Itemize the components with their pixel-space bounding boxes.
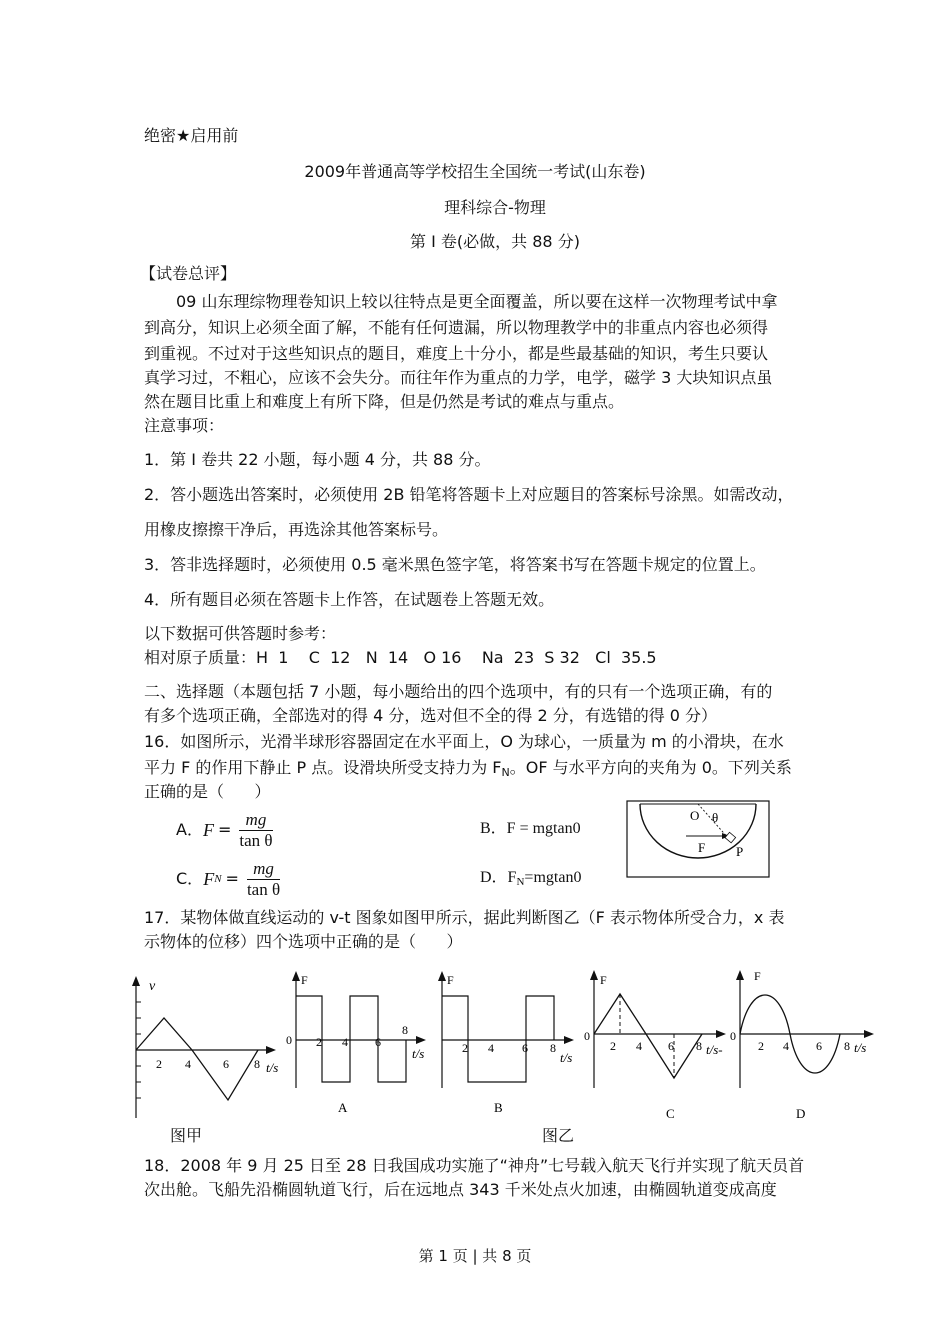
tick-8: 8 xyxy=(844,1039,850,1053)
graph-option-d xyxy=(726,964,884,1120)
tick-6: 6 xyxy=(668,1039,674,1053)
force-triangle-wave xyxy=(594,994,702,1078)
slider-block xyxy=(725,832,736,843)
f-axis-arrow xyxy=(292,971,300,981)
q16-line-2-text: 平力 F 的作用下静止 P 点。设滑块所受支持力为 F xyxy=(144,758,502,777)
label-option-a: A xyxy=(338,1100,348,1115)
dashed-guides xyxy=(468,996,554,1082)
tick-2: 2 xyxy=(316,1035,322,1049)
option-c-numerator: mg xyxy=(247,859,280,880)
q17-line-1: 17．某物体做直线运动的 v-t 图象如图甲所示，据此判断图乙（F 表示物体所受合力，x 表 xyxy=(144,908,785,927)
option-a-numerator: mg xyxy=(239,810,272,831)
label-f: F xyxy=(301,973,308,987)
figure-yi-caption: 图乙 xyxy=(542,1126,575,1145)
label-zero: 0 xyxy=(584,1029,590,1043)
review-line-2: 到高分，知识上必须全面了解，不能有任何遗漏，所以物理教学中的非重点内容也必须得 xyxy=(144,318,769,337)
label-ts: t/s xyxy=(854,1040,867,1055)
option-d-pre: D．F xyxy=(480,869,517,886)
atomic-masses: 相对原子质量：H 1 C 12 N 14 O 16 Na 23 S 32 Cl 35.5 xyxy=(144,648,657,667)
tick-8: 8 xyxy=(402,1023,408,1037)
tick-8: 8 xyxy=(696,1039,702,1053)
t-axis-arrow xyxy=(416,1036,426,1044)
hemisphere-figure xyxy=(626,800,770,878)
option-a-lhs: F xyxy=(202,820,214,840)
note-item-1: 1．第 I 卷共 22 小题，每小题 4 分，共 88 分。 xyxy=(144,450,491,469)
option-d-sub: N xyxy=(516,876,525,888)
review-line-3: 到重视。不过对于这些知识点的题目，难度上十分小，都是些最基础的知识，考生只要认 xyxy=(144,344,769,363)
note-item-2-cont: 用橡皮擦擦干净后，再选涂其他答案标号。 xyxy=(144,520,449,539)
tick-4: 4 xyxy=(636,1039,642,1053)
tick-4: 4 xyxy=(185,1057,191,1071)
q17-line-2: 示物体的位移）四个选项中正确的是（ ） xyxy=(144,932,463,951)
force-square-wave xyxy=(296,996,406,1082)
review-line-5: 然在题目比重上和难度上有所下降，但是仍然是考试的难点与重点。 xyxy=(144,392,625,411)
t-axis-arrow xyxy=(864,1030,874,1038)
section2-line-2: 有多个选项正确，全部选对的得 4 分，选对但不全的得 2 分，有选错的得 0 分） xyxy=(144,706,718,725)
label-v: v xyxy=(149,979,156,994)
label-zero: 0 xyxy=(286,1033,292,1047)
q18-line-2: 次出舱。飞船先沿椭圆轨道飞行，后在远地点 343 千米处点火加速，由椭圆轨道变成高度 xyxy=(144,1180,777,1199)
review-line-1: 09 山东理综物理卷知识上较以往特点是更全面覆盖，所以要在这样一次物理考试中拿 xyxy=(176,292,778,311)
tick-4: 4 xyxy=(342,1035,348,1049)
exam-title: 2009年普通高等学校招生全国统一考试(山东卷) xyxy=(304,162,646,181)
label-option-c: C xyxy=(666,1106,675,1120)
review-heading: 【试卷总评】 xyxy=(140,264,237,283)
option-c-denominator: tan θ xyxy=(246,879,281,899)
label-p: P xyxy=(736,844,744,859)
q16-option-d xyxy=(480,866,581,894)
q16-line-1: 16．如图所示，光滑半球形容器固定在水平面上，O 为球心，一质量为 m 的小滑块，在水 xyxy=(144,732,784,751)
tick-2: 2 xyxy=(758,1039,764,1053)
q16-line-2-tail: 。OF 与水平方向的夹角为 0。下列关系 xyxy=(509,758,792,777)
exam-subtitle: 理科综合-物理 xyxy=(444,198,546,217)
v-t-line xyxy=(136,1018,258,1100)
graph-option-b xyxy=(430,968,580,1120)
tick-6: 6 xyxy=(375,1035,381,1049)
tick-8: 8 xyxy=(550,1041,556,1055)
f-axis-arrow xyxy=(736,970,744,980)
notes-heading: 注意事项： xyxy=(144,416,225,435)
t-axis-arrow xyxy=(564,1036,574,1044)
f-axis-arrow xyxy=(590,970,598,980)
tick-6: 6 xyxy=(816,1039,822,1053)
label-zero: 0 xyxy=(730,1029,736,1043)
label-option-b: B xyxy=(494,1100,503,1115)
force-wave xyxy=(442,996,554,1082)
option-d-post: =mgtan0 xyxy=(524,869,582,886)
label-ts: t/s xyxy=(412,1046,425,1061)
tick-2: 2 xyxy=(156,1057,162,1071)
f-axis-arrow xyxy=(438,971,446,981)
note-item-2: 2．答小题选出答案时，必须使用 2B 铅笔将答题卡上对应题目的答案标号涂黑。如需改动， xyxy=(144,485,794,504)
label-ts: t/s- xyxy=(706,1042,723,1057)
t-axis-arrow xyxy=(266,1046,276,1054)
graph-option-a xyxy=(284,968,432,1120)
q18-line-1: 18．2008 年 9 月 25 日至 28 日我国成功实施了“神舟”七号载入航天飞行并实现了航天员首 xyxy=(144,1156,805,1175)
q16-line-3: 正确的是（ ） xyxy=(144,782,271,801)
v-axis-arrow xyxy=(132,976,140,986)
q16-option-c xyxy=(176,856,284,902)
option-a-denominator: tan θ xyxy=(239,830,273,850)
tick-6: 6 xyxy=(522,1041,528,1055)
section2-line-1: 二、选择题（本题包括 7 小题，每小题给出的四个选项中，有的只有一个选项正确，有的 xyxy=(144,682,773,701)
option-a-label: A． xyxy=(176,820,203,839)
option-c-sub: N xyxy=(214,873,222,885)
figure-jia-caption: 图甲 xyxy=(170,1126,203,1145)
t-axis-arrow xyxy=(716,1030,726,1038)
label-f: F xyxy=(698,840,706,855)
reference-heading: 以下数据可供答题时参考： xyxy=(144,624,337,643)
confidential-label: 绝密★启用前 xyxy=(144,126,239,145)
option-c-fraction xyxy=(247,859,280,900)
label-option-d: D xyxy=(796,1106,806,1120)
review-line-4: 真学习过，不粗心，应该不会失分。而往年作为重点的力学，电学，磁学 3 大块知识点虽 xyxy=(144,368,773,387)
tick-4: 4 xyxy=(488,1041,494,1055)
label-ts: t/s xyxy=(560,1050,573,1065)
q16-sub-n: N xyxy=(501,766,510,779)
section-title: 第 I 卷(必做，共 88 分) xyxy=(410,232,580,251)
note-item-3: 3．答非选择题时，必须使用 0.5 毫米黑色签字笔，将答案书写在答题卡规定的位置上。 xyxy=(144,555,766,574)
page-footer: 第 1 页 | 共 8 页 xyxy=(418,1247,532,1265)
q16-option-b: B．F = mgtan0 xyxy=(480,820,581,837)
option-c-lhs: F xyxy=(203,869,215,889)
graph-jia xyxy=(124,974,292,1122)
label-ts: t/s xyxy=(266,1060,279,1075)
label-o: O xyxy=(690,808,700,823)
label-f: F xyxy=(754,969,761,983)
tick-2: 2 xyxy=(462,1041,468,1055)
option-c-label: C． xyxy=(176,869,204,888)
tick-2: 2 xyxy=(610,1039,616,1053)
tick-4: 4 xyxy=(783,1039,789,1053)
option-a-fraction xyxy=(239,810,272,851)
option-a-eq: = xyxy=(217,820,232,839)
tick-6: 6 xyxy=(223,1057,229,1071)
q16-option-a xyxy=(176,808,277,852)
label-f: F xyxy=(600,973,607,987)
label-f: F xyxy=(447,973,454,987)
note-item-4: 4．所有题目必须在答题卡上作答，在试题卷上答题无效。 xyxy=(144,590,555,609)
option-c-eq: = xyxy=(225,869,239,888)
graph-option-c xyxy=(580,964,736,1120)
label-theta: θ xyxy=(712,810,719,825)
tick-8: 8 xyxy=(254,1057,260,1071)
